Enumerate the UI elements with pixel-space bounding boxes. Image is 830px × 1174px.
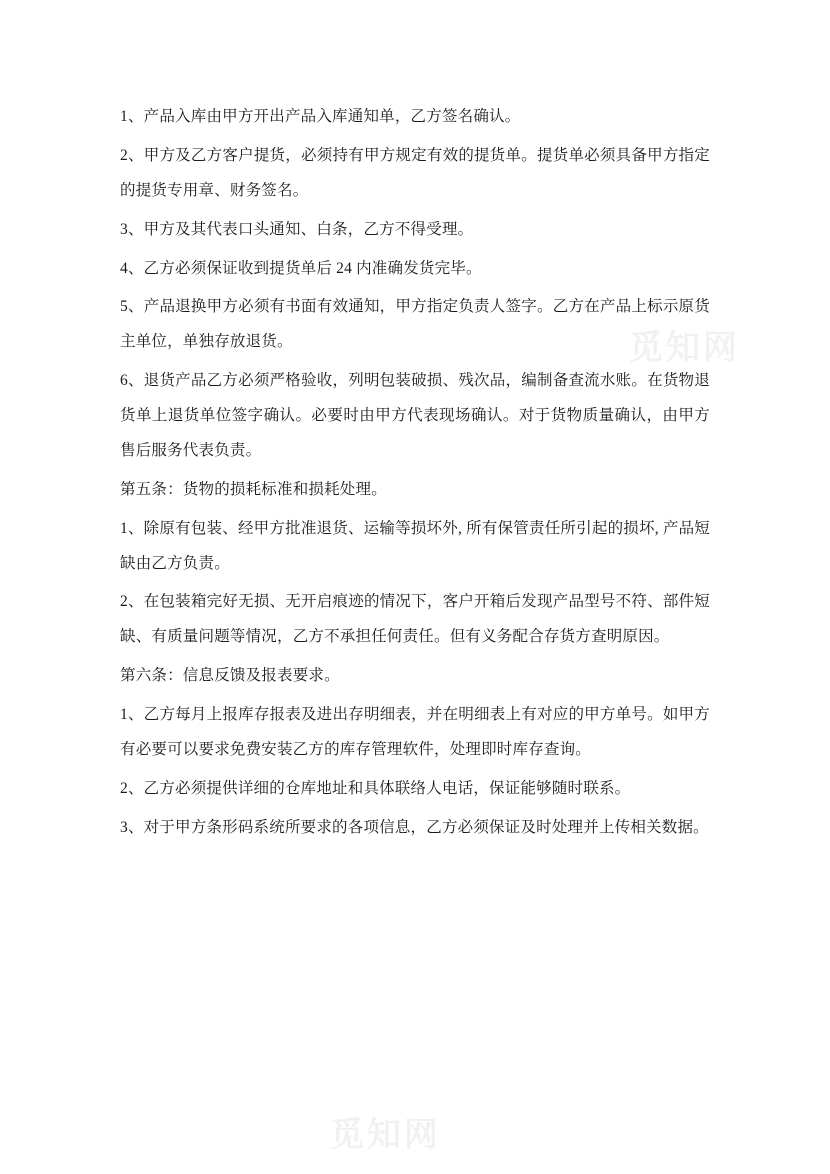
paragraph: 1、除原有包装、经甲方批准退货、运输等损坏外, 所有保管责任所引起的损坏, 产品短缺由乙方负责。 [120,519,710,572]
paragraph: 3、对于甲方条形码系统所要求的各项信息，乙方必须保证及时处理并上传相关数据。 [120,818,709,836]
paragraph: 5、产品退换甲方必须有书面有效通知，甲方指定负责人签字。乙方在产品上标示原货主单位，单独存放退货。 [120,298,710,351]
document-body [120,100,710,850]
watermark-text: 觅知网 [629,329,740,367]
section-heading: 第五条：货物的损耗标准和损耗处理。 [120,480,387,498]
paragraph: 3、甲方及其代表口头通知、白条，乙方不得受理。 [120,220,474,238]
paragraph: 1、产品入库由甲方开出产品入库通知单，乙方签名确认。 [120,108,521,125]
paragraph: 2、甲方及乙方客户提货，必须持有甲方规定有效的提货单。提货单必须具备甲方指定的提货专用章、财务签名。 [120,146,710,199]
section-heading: 第六条：信息反馈及报表要求。 [120,667,340,685]
paragraph: 2、在包装箱完好无损、无开启痕迹的情况下，客户开箱后发现产品型号不符、部件短缺、有质量问题等情况，乙方不承担任何责任。但有义务配合存货方查明原因。 [120,593,710,646]
paragraph: 1、乙方每月上报库存报表及进出存明细表，并在明细表上有对应的甲方单号。如甲方有必要可以要求免费安装乙方的库存管理软件，处理即时库存查询。 [120,706,710,758]
paragraph: 2、乙方必须提供详细的仓库地址和具体联络人电话，保证能够随时联系。 [120,779,631,797]
paragraph: 6、退货产品乙方必须严格验收，列明包装破损、残次品，编制备查流水账。在货物退货单上退货单位签字确认。必要时由甲方代表现场确认。对于货物质量确认，由甲方售后服务代表负责。 [120,372,710,459]
paragraph: 4、乙方必须保证收到提货单后 24 内准确发货完毕。 [120,259,482,277]
watermark-text: 觅知网 [330,1116,441,1154]
